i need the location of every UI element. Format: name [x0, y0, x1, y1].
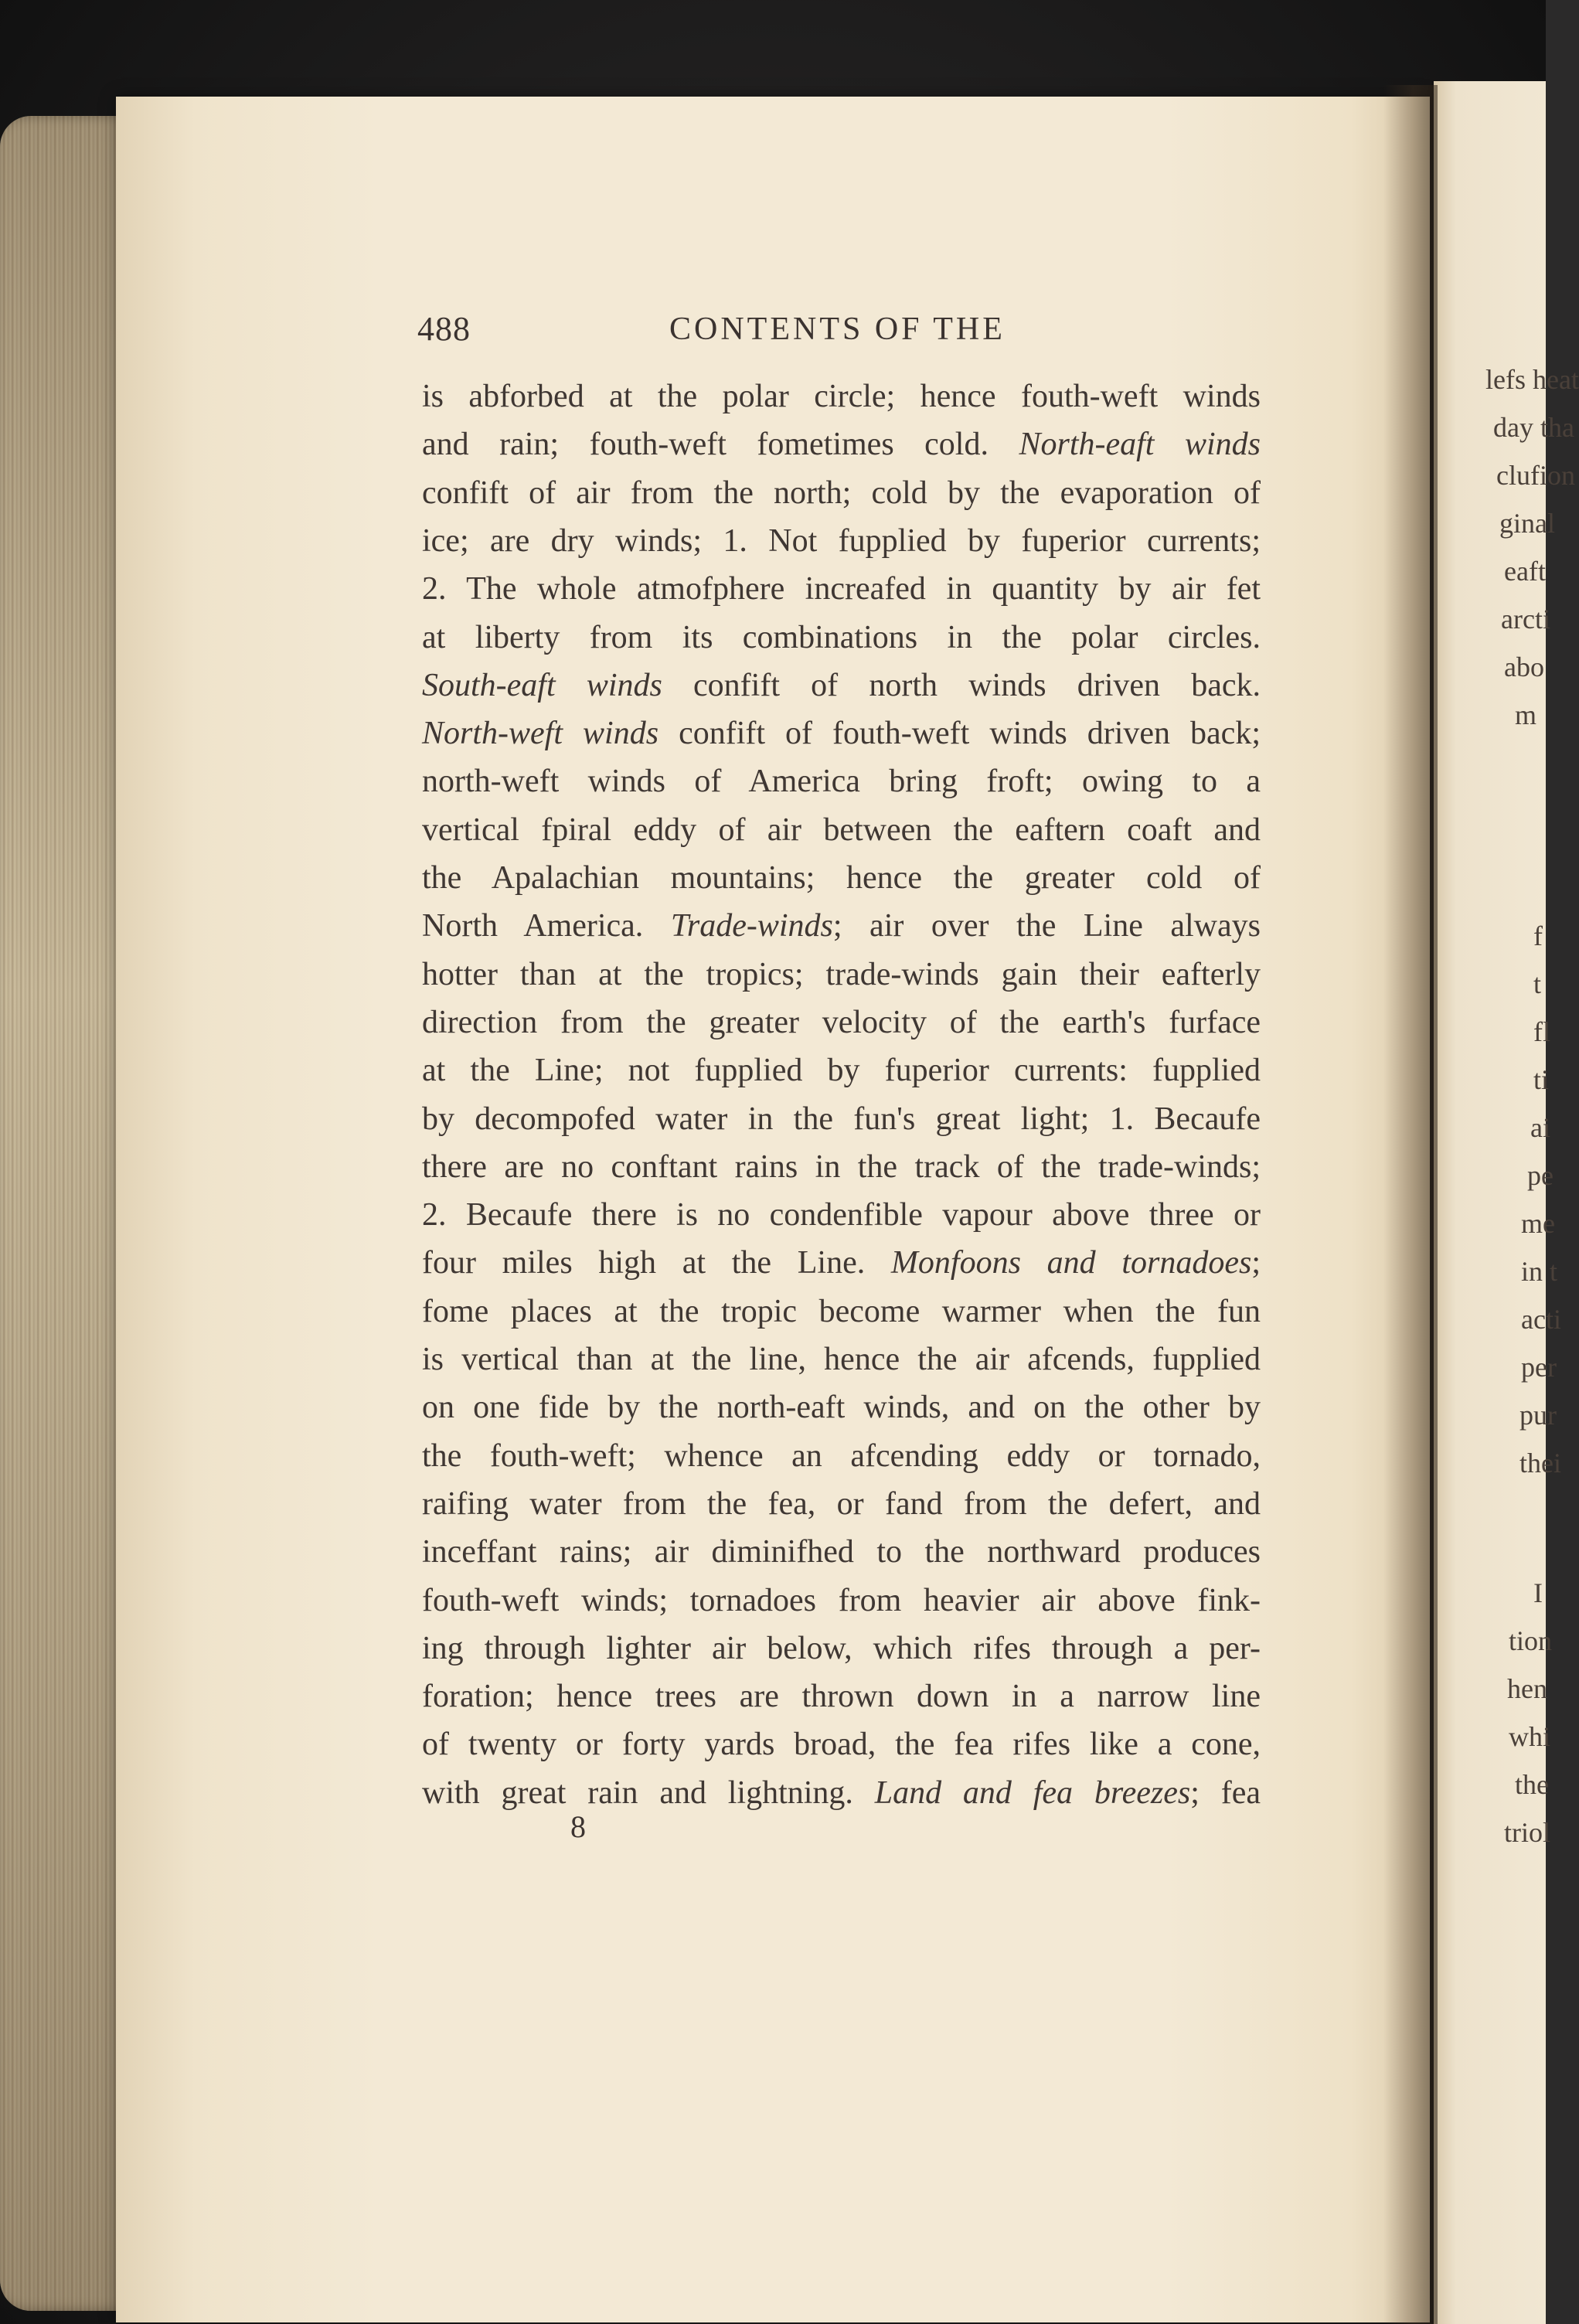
facing-page-fragment: hen: [1507, 1673, 1547, 1704]
text-line: [422, 473, 1261, 513]
text-line: [422, 1195, 1261, 1235]
text-line: [422, 521, 1261, 561]
text-segment: ; air over the Line always: [832, 908, 1261, 944]
facing-page-fragment: day tha: [1493, 412, 1574, 443]
text-segment: inceffant rains; air diminifhed to the northward produces: [422, 1534, 1261, 1570]
facing-page-fragment: m: [1515, 699, 1537, 730]
text-segment: foration; hence trees are thrown down in a narrow line: [422, 1679, 1261, 1715]
text-segment: confift of fouth-weft winds driven back;: [658, 716, 1261, 752]
italic-heading: South-eaft winds: [422, 667, 662, 703]
facing-page-fragment: pur: [1519, 1400, 1557, 1431]
text-segment: is vertical than at the line, hence the air afcends, fupplied: [422, 1342, 1261, 1377]
text-segment: on one fide by the north-eaft winds, and on the other by: [422, 1390, 1261, 1426]
text-line: [422, 954, 1261, 995]
facing-page-fragment: triol: [1504, 1817, 1550, 1848]
text-line: [422, 1291, 1261, 1332]
facing-page-fragment: me: [1521, 1208, 1555, 1239]
text-segment: raifing water from the fea, or fand from the defert, and: [422, 1485, 1261, 1522]
text-line: [422, 1243, 1261, 1283]
text-segment: 2. Becaufe there is no condenfible vapour above three or: [422, 1197, 1261, 1233]
text-segment: and rain; fouth-weft fometimes cold.: [422, 427, 1019, 463]
text-segment: there are no conftant rains in the track of the trade-winds;: [422, 1148, 1261, 1185]
text-segment: confift of air from the north; cold by the evaporation of: [422, 475, 1261, 511]
italic-heading: Monfoons and tornadoes: [890, 1245, 1252, 1281]
text-line: [422, 906, 1261, 946]
facing-page-fragment: in t: [1521, 1256, 1558, 1287]
text-segment: at the Line; not fupplied by fuperior currents: fupplied: [422, 1053, 1261, 1089]
text-segment: is abforbed at the polar circle; hence fouth-weft winds: [422, 379, 1261, 414]
facing-page-fragment: clufion: [1496, 460, 1575, 491]
book-gutter: [1383, 85, 1438, 2324]
text-segment: vertical fpiral eddy of air between the eaftern coaft and: [422, 812, 1261, 848]
text-segment: fouth-weft winds; tornadoes from heavier air above fink-: [422, 1582, 1261, 1618]
facing-page-fragment: ai: [1530, 1112, 1550, 1143]
text-segment: hotter than at the tropics; trade-winds gain their eafterly: [422, 956, 1261, 992]
text-line: [422, 376, 1261, 417]
text-line: [422, 1002, 1261, 1043]
text-line: [422, 713, 1261, 754]
text-segment: the fouth-weft; whence an afcending eddy or tornado,: [422, 1438, 1261, 1474]
text-segment: north-weft winds of America bring froft; owing to a: [422, 764, 1261, 800]
text-segment: direction from the greater velocity of the earth's furface: [422, 1004, 1261, 1040]
italic-heading: North-weft winds: [422, 716, 659, 752]
facing-page-fragment: whi: [1509, 1721, 1550, 1752]
facing-page-fragment: I: [1533, 1577, 1543, 1608]
text-segment: 2. The whole atmofphere increafed in quantity by air fet: [422, 571, 1261, 607]
text-segment: at liberty from its combinations in the polar circles.: [422, 619, 1261, 655]
text-line: [422, 1436, 1261, 1476]
text-segment: ing through lighter air below, which rifes through a per-: [422, 1630, 1261, 1666]
text-line: [422, 1724, 1261, 1764]
text-line: [422, 1050, 1261, 1091]
facing-page-fragment: tion: [1509, 1625, 1553, 1656]
text-segment: confift of north winds driven back.: [662, 667, 1261, 703]
text-segment: with great rain and lightning.: [422, 1774, 875, 1811]
text-line: [422, 1099, 1261, 1139]
facing-page-fragment: the: [1515, 1769, 1549, 1800]
text-line: [422, 618, 1261, 658]
text-line: [422, 1581, 1261, 1621]
facing-page-fragment: ti: [1533, 1064, 1550, 1095]
text-segment: four miles high at the Line.: [422, 1245, 891, 1281]
text-line: [422, 665, 1261, 706]
text-line: [422, 1773, 1261, 1813]
text-line: [422, 1339, 1261, 1380]
text-segment: the Apalachian mountains; hence the greater cold of: [422, 860, 1261, 896]
text-line: [422, 1628, 1261, 1669]
text-segment: of twenty or forty yards broad, the fea rifes like a cone,: [422, 1727, 1261, 1763]
facing-page-fragment: t: [1533, 968, 1542, 999]
page-number: 488: [417, 310, 471, 348]
facing-page-fragment: abo: [1504, 652, 1544, 682]
facing-page-fragment: eaft: [1504, 556, 1546, 587]
facing-page-fragment: arcti: [1501, 604, 1550, 635]
facing-page-fragment: acti: [1521, 1304, 1561, 1335]
text-line: [422, 569, 1261, 609]
text-line: [422, 858, 1261, 898]
running-head: CONTENTS OF THE: [669, 311, 1006, 347]
facing-page-fragment: ginal: [1499, 508, 1555, 539]
facing-page-fragment: pe: [1527, 1160, 1553, 1191]
text-line: [422, 1676, 1261, 1717]
facing-page-fragment: f: [1533, 920, 1543, 951]
text-segment: ice; are dry winds; 1. Not fupplied by fuperior currents;: [422, 522, 1261, 559]
facing-page-fragment: lefs heat: [1485, 364, 1579, 395]
text-segment: ; fea: [1190, 1774, 1261, 1811]
italic-heading: Land and fea breezes: [874, 1774, 1191, 1811]
facing-page-fragment: per: [1521, 1352, 1557, 1383]
text-line: [422, 810, 1261, 850]
text-segment: North America.: [422, 908, 671, 944]
signature-mark: 8: [570, 1809, 586, 1844]
text-line: [422, 1147, 1261, 1187]
text-segment: by decompofed water in the fun's great light; 1. Becaufe: [422, 1101, 1261, 1137]
italic-heading: North-eaft winds: [1019, 427, 1261, 463]
text-line: [422, 761, 1261, 801]
facing-page-fragment: thei: [1519, 1448, 1561, 1478]
facing-page-fragment: fl: [1533, 1016, 1550, 1047]
text-segment: fome places at the tropic become warmer when the fun: [422, 1293, 1261, 1329]
text-segment: ;: [1251, 1245, 1261, 1281]
text-line: [422, 1387, 1261, 1427]
text-line: [422, 1484, 1261, 1524]
italic-heading: Trade-winds: [670, 908, 833, 944]
text-line: [422, 1532, 1261, 1572]
text-line: [422, 424, 1261, 464]
